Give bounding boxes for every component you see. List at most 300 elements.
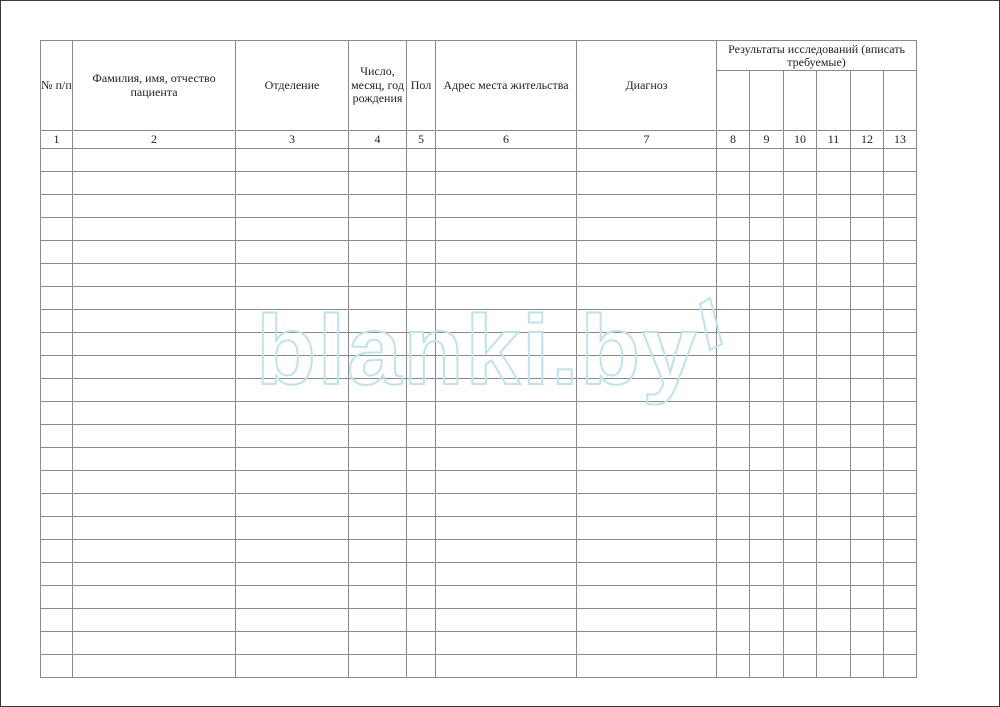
table-cell[interactable] <box>73 563 236 586</box>
table-cell[interactable] <box>784 655 817 678</box>
table-cell[interactable] <box>784 149 817 172</box>
table-cell[interactable] <box>236 379 349 402</box>
table-cell[interactable] <box>407 195 436 218</box>
table-cell[interactable] <box>851 287 884 310</box>
table-cell[interactable] <box>784 402 817 425</box>
table-cell[interactable] <box>407 540 436 563</box>
table-cell[interactable] <box>717 218 750 241</box>
table-cell[interactable] <box>717 356 750 379</box>
table-cell[interactable] <box>236 218 349 241</box>
table-cell[interactable] <box>817 586 851 609</box>
table-cell[interactable] <box>349 172 407 195</box>
table-cell[interactable] <box>349 471 407 494</box>
table-cell[interactable] <box>73 402 236 425</box>
table-cell[interactable] <box>817 540 851 563</box>
table-cell[interactable] <box>41 632 73 655</box>
table-cell[interactable] <box>717 540 750 563</box>
table-cell[interactable] <box>41 333 73 356</box>
table-cell[interactable] <box>750 517 784 540</box>
table-cell[interactable] <box>851 425 884 448</box>
table-cell[interactable] <box>349 402 407 425</box>
table-cell[interactable] <box>407 287 436 310</box>
table-cell[interactable] <box>349 540 407 563</box>
table-cell[interactable] <box>784 448 817 471</box>
table-cell[interactable] <box>851 563 884 586</box>
table-cell[interactable] <box>436 172 577 195</box>
table-cell[interactable] <box>577 218 717 241</box>
table-cell[interactable] <box>236 310 349 333</box>
table-cell[interactable] <box>407 494 436 517</box>
table-cell[interactable] <box>41 264 73 287</box>
table-cell[interactable] <box>750 655 784 678</box>
table-cell[interactable] <box>784 379 817 402</box>
table-cell[interactable] <box>884 172 917 195</box>
table-cell[interactable] <box>784 356 817 379</box>
table-cell[interactable] <box>41 310 73 333</box>
table-cell[interactable] <box>577 264 717 287</box>
table-cell[interactable] <box>784 632 817 655</box>
table-cell[interactable] <box>884 425 917 448</box>
table-cell[interactable] <box>436 586 577 609</box>
table-cell[interactable] <box>884 494 917 517</box>
table-cell[interactable] <box>73 425 236 448</box>
table-cell[interactable] <box>817 287 851 310</box>
table-cell[interactable] <box>407 517 436 540</box>
table-cell[interactable] <box>41 379 73 402</box>
table-cell[interactable] <box>236 517 349 540</box>
table-cell[interactable] <box>817 448 851 471</box>
table-cell[interactable] <box>73 655 236 678</box>
table-cell[interactable] <box>784 609 817 632</box>
table-cell[interactable] <box>41 494 73 517</box>
table-cell[interactable] <box>884 149 917 172</box>
table-cell[interactable] <box>73 287 236 310</box>
table-cell[interactable] <box>717 563 750 586</box>
table-cell[interactable] <box>349 494 407 517</box>
table-cell[interactable] <box>784 195 817 218</box>
table-cell[interactable] <box>817 425 851 448</box>
table-cell[interactable] <box>817 218 851 241</box>
table-cell[interactable] <box>436 609 577 632</box>
table-cell[interactable] <box>436 425 577 448</box>
table-cell[interactable] <box>784 172 817 195</box>
table-cell[interactable] <box>750 356 784 379</box>
table-cell[interactable] <box>884 517 917 540</box>
table-cell[interactable] <box>750 632 784 655</box>
table-cell[interactable] <box>73 609 236 632</box>
table-cell[interactable] <box>851 379 884 402</box>
table-cell[interactable] <box>349 287 407 310</box>
table-cell[interactable] <box>349 448 407 471</box>
table-cell[interactable] <box>436 655 577 678</box>
table-cell[interactable] <box>41 540 73 563</box>
table-cell[interactable] <box>817 563 851 586</box>
table-cell[interactable] <box>717 264 750 287</box>
table-cell[interactable] <box>577 448 717 471</box>
table-cell[interactable] <box>236 494 349 517</box>
table-cell[interactable] <box>41 172 73 195</box>
table-cell[interactable] <box>236 632 349 655</box>
table-cell[interactable] <box>577 310 717 333</box>
table-cell[interactable] <box>717 494 750 517</box>
table-cell[interactable] <box>73 448 236 471</box>
table-cell[interactable] <box>717 655 750 678</box>
table-cell[interactable] <box>784 287 817 310</box>
table-cell[interactable] <box>349 609 407 632</box>
table-cell[interactable] <box>717 517 750 540</box>
table-cell[interactable] <box>73 333 236 356</box>
table-cell[interactable] <box>407 333 436 356</box>
table-cell[interactable] <box>236 264 349 287</box>
table-cell[interactable] <box>750 333 784 356</box>
table-cell[interactable] <box>750 586 784 609</box>
table-cell[interactable] <box>817 241 851 264</box>
table-cell[interactable] <box>717 448 750 471</box>
table-cell[interactable] <box>750 448 784 471</box>
table-cell[interactable] <box>73 356 236 379</box>
table-cell[interactable] <box>851 540 884 563</box>
table-cell[interactable] <box>349 149 407 172</box>
table-cell[interactable] <box>41 655 73 678</box>
table-cell[interactable] <box>236 333 349 356</box>
table-cell[interactable] <box>349 356 407 379</box>
table-cell[interactable] <box>851 632 884 655</box>
table-cell[interactable] <box>784 517 817 540</box>
table-cell[interactable] <box>884 402 917 425</box>
table-cell[interactable] <box>851 586 884 609</box>
table-cell[interactable] <box>784 218 817 241</box>
table-cell[interactable] <box>784 241 817 264</box>
table-cell[interactable] <box>577 333 717 356</box>
table-cell[interactable] <box>577 540 717 563</box>
table-cell[interactable] <box>884 241 917 264</box>
table-cell[interactable] <box>407 218 436 241</box>
table-cell[interactable] <box>884 195 917 218</box>
table-cell[interactable] <box>817 471 851 494</box>
table-cell[interactable] <box>750 563 784 586</box>
table-cell[interactable] <box>717 333 750 356</box>
table-cell[interactable] <box>436 379 577 402</box>
table-cell[interactable] <box>884 264 917 287</box>
table-cell[interactable] <box>750 402 784 425</box>
table-cell[interactable] <box>851 655 884 678</box>
table-cell[interactable] <box>41 218 73 241</box>
table-cell[interactable] <box>41 471 73 494</box>
table-cell[interactable] <box>236 195 349 218</box>
table-cell[interactable] <box>236 448 349 471</box>
table-cell[interactable] <box>717 471 750 494</box>
table-cell[interactable] <box>349 632 407 655</box>
table-cell[interactable] <box>717 586 750 609</box>
table-cell[interactable] <box>577 241 717 264</box>
table-cell[interactable] <box>407 264 436 287</box>
table-cell[interactable] <box>349 563 407 586</box>
table-cell[interactable] <box>236 609 349 632</box>
table-cell[interactable] <box>407 310 436 333</box>
table-cell[interactable] <box>884 448 917 471</box>
table-cell[interactable] <box>784 333 817 356</box>
table-cell[interactable] <box>717 195 750 218</box>
table-cell[interactable] <box>41 402 73 425</box>
table-cell[interactable] <box>436 287 577 310</box>
table-cell[interactable] <box>717 172 750 195</box>
table-cell[interactable] <box>407 379 436 402</box>
table-cell[interactable] <box>784 494 817 517</box>
table-cell[interactable] <box>407 609 436 632</box>
table-cell[interactable] <box>73 264 236 287</box>
table-cell[interactable] <box>750 241 784 264</box>
table-cell[interactable] <box>717 402 750 425</box>
table-cell[interactable] <box>236 655 349 678</box>
table-cell[interactable] <box>407 655 436 678</box>
table-cell[interactable] <box>884 356 917 379</box>
table-cell[interactable] <box>577 425 717 448</box>
table-cell[interactable] <box>41 609 73 632</box>
table-cell[interactable] <box>73 149 236 172</box>
table-cell[interactable] <box>851 609 884 632</box>
table-cell[interactable] <box>236 586 349 609</box>
table-cell[interactable] <box>41 563 73 586</box>
table-cell[interactable] <box>784 586 817 609</box>
table-cell[interactable] <box>817 333 851 356</box>
table-cell[interactable] <box>750 287 784 310</box>
table-cell[interactable] <box>577 655 717 678</box>
header-number: № п/п <box>41 41 73 131</box>
table-cell[interactable] <box>436 333 577 356</box>
table-cell[interactable] <box>73 218 236 241</box>
table-cell[interactable] <box>884 586 917 609</box>
table-cell[interactable] <box>750 172 784 195</box>
table-cell[interactable] <box>73 379 236 402</box>
table-cell[interactable] <box>884 540 917 563</box>
table-cell[interactable] <box>349 264 407 287</box>
table-cell[interactable] <box>817 356 851 379</box>
table-cell[interactable] <box>750 379 784 402</box>
table-cell[interactable] <box>407 471 436 494</box>
table-cell[interactable] <box>407 356 436 379</box>
table-cell[interactable] <box>41 425 73 448</box>
table-cell[interactable] <box>407 563 436 586</box>
table-cell[interactable] <box>436 310 577 333</box>
table-cell[interactable] <box>717 609 750 632</box>
table-cell[interactable] <box>851 195 884 218</box>
table-cell[interactable] <box>750 609 784 632</box>
table-cell[interactable] <box>349 379 407 402</box>
table-cell[interactable] <box>817 195 851 218</box>
table-cell[interactable] <box>349 310 407 333</box>
table-cell[interactable] <box>73 494 236 517</box>
table-cell[interactable] <box>236 356 349 379</box>
table-cell[interactable] <box>884 609 917 632</box>
table-cell[interactable] <box>41 517 73 540</box>
table-cell[interactable] <box>784 540 817 563</box>
table-cell[interactable] <box>236 241 349 264</box>
table-cell[interactable] <box>73 241 236 264</box>
table-cell[interactable] <box>851 517 884 540</box>
table-cell[interactable] <box>884 218 917 241</box>
table-cell[interactable] <box>750 149 784 172</box>
table-cell[interactable] <box>236 287 349 310</box>
table-cell[interactable] <box>717 425 750 448</box>
table-cell[interactable] <box>236 402 349 425</box>
table-cell[interactable] <box>851 333 884 356</box>
table-cell[interactable] <box>817 310 851 333</box>
table-cell[interactable] <box>884 287 917 310</box>
table-cell[interactable] <box>717 149 750 172</box>
table-cell[interactable] <box>73 586 236 609</box>
table-cell[interactable] <box>577 172 717 195</box>
table-cell[interactable] <box>41 149 73 172</box>
table-cell[interactable] <box>817 632 851 655</box>
table-cell[interactable] <box>884 563 917 586</box>
table-cell[interactable] <box>851 494 884 517</box>
table-cell[interactable] <box>577 494 717 517</box>
table-cell[interactable] <box>817 379 851 402</box>
table-cell[interactable] <box>851 264 884 287</box>
table-cell[interactable] <box>577 609 717 632</box>
table-cell[interactable] <box>577 149 717 172</box>
table-cell[interactable] <box>717 632 750 655</box>
table-cell[interactable] <box>41 356 73 379</box>
table-cell[interactable] <box>817 264 851 287</box>
table-cell[interactable] <box>236 172 349 195</box>
table-cell[interactable] <box>577 563 717 586</box>
table-cell[interactable] <box>884 632 917 655</box>
table-cell[interactable] <box>236 149 349 172</box>
table-cell[interactable] <box>717 379 750 402</box>
table-cell[interactable] <box>817 655 851 678</box>
table-cell[interactable] <box>73 540 236 563</box>
table-cell[interactable] <box>750 425 784 448</box>
table-cell[interactable] <box>73 632 236 655</box>
table-cell[interactable] <box>436 517 577 540</box>
table-cell[interactable] <box>784 471 817 494</box>
table-cell[interactable] <box>407 241 436 264</box>
table-cell[interactable] <box>73 310 236 333</box>
table-cell[interactable] <box>236 563 349 586</box>
table-cell[interactable] <box>851 218 884 241</box>
table-cell[interactable] <box>73 517 236 540</box>
table-cell[interactable] <box>851 172 884 195</box>
table-cell[interactable] <box>436 356 577 379</box>
table-cell[interactable] <box>577 195 717 218</box>
table-cell[interactable] <box>349 241 407 264</box>
table-cell[interactable] <box>750 310 784 333</box>
table-cell[interactable] <box>407 448 436 471</box>
table-cell[interactable] <box>436 218 577 241</box>
table-cell[interactable] <box>236 540 349 563</box>
table-cell[interactable] <box>817 609 851 632</box>
table-cell[interactable] <box>577 287 717 310</box>
table-cell[interactable] <box>349 333 407 356</box>
table-cell[interactable] <box>817 402 851 425</box>
table-cell[interactable] <box>41 586 73 609</box>
table-cell[interactable] <box>577 471 717 494</box>
table-cell[interactable] <box>851 310 884 333</box>
table-cell[interactable] <box>236 471 349 494</box>
table-cell[interactable] <box>407 632 436 655</box>
table-cell[interactable] <box>436 241 577 264</box>
table-cell[interactable] <box>41 287 73 310</box>
table-cell[interactable] <box>436 402 577 425</box>
table-cell[interactable] <box>577 632 717 655</box>
table-cell[interactable] <box>349 425 407 448</box>
table-cell[interactable] <box>817 494 851 517</box>
table-cell[interactable] <box>817 149 851 172</box>
table-cell[interactable] <box>41 241 73 264</box>
table-cell[interactable] <box>884 379 917 402</box>
table-cell[interactable] <box>750 195 784 218</box>
table-cell[interactable] <box>407 586 436 609</box>
table-cell[interactable] <box>750 218 784 241</box>
table-cell[interactable] <box>349 195 407 218</box>
table-cell[interactable] <box>236 425 349 448</box>
table-cell[interactable] <box>407 402 436 425</box>
table-cell[interactable] <box>407 425 436 448</box>
table-cell[interactable] <box>750 264 784 287</box>
table-cell[interactable] <box>349 517 407 540</box>
table-cell[interactable] <box>851 402 884 425</box>
table-cell[interactable] <box>41 448 73 471</box>
table-cell[interactable] <box>407 172 436 195</box>
table-cell[interactable] <box>784 264 817 287</box>
table-cell[interactable] <box>577 402 717 425</box>
table-cell[interactable] <box>436 448 577 471</box>
table-cell[interactable] <box>851 149 884 172</box>
table-cell[interactable] <box>436 264 577 287</box>
table-cell[interactable] <box>436 195 577 218</box>
table-cell[interactable] <box>750 540 784 563</box>
table-cell[interactable] <box>717 310 750 333</box>
table-cell[interactable] <box>851 448 884 471</box>
table-cell[interactable] <box>784 563 817 586</box>
table-cell[interactable] <box>436 471 577 494</box>
table-cell[interactable] <box>784 310 817 333</box>
table-cell[interactable] <box>436 149 577 172</box>
table-cell[interactable] <box>750 471 784 494</box>
table-cell[interactable] <box>784 425 817 448</box>
table-cell[interactable] <box>436 563 577 586</box>
table-cell[interactable] <box>884 333 917 356</box>
table-cell[interactable] <box>851 241 884 264</box>
table-cell[interactable] <box>817 172 851 195</box>
table-cell[interactable] <box>73 195 236 218</box>
table-cell[interactable] <box>436 494 577 517</box>
table-cell[interactable] <box>817 517 851 540</box>
table-cell[interactable] <box>73 172 236 195</box>
table-cell[interactable] <box>73 471 236 494</box>
table-cell[interactable] <box>349 655 407 678</box>
table-cell[interactable] <box>884 310 917 333</box>
table-cell[interactable] <box>884 655 917 678</box>
table-cell[interactable] <box>717 287 750 310</box>
table-cell[interactable] <box>851 471 884 494</box>
table-cell[interactable] <box>577 379 717 402</box>
table-cell[interactable] <box>436 632 577 655</box>
table-cell[interactable] <box>436 540 577 563</box>
table-cell[interactable] <box>750 494 784 517</box>
table-cell[interactable] <box>407 149 436 172</box>
table-cell[interactable] <box>577 517 717 540</box>
table-cell[interactable] <box>717 241 750 264</box>
table-cell[interactable] <box>577 586 717 609</box>
table-cell[interactable] <box>577 356 717 379</box>
table-cell[interactable] <box>41 195 73 218</box>
table-cell[interactable] <box>884 471 917 494</box>
table-cell[interactable] <box>349 586 407 609</box>
table-cell[interactable] <box>349 218 407 241</box>
table-cell[interactable] <box>851 356 884 379</box>
